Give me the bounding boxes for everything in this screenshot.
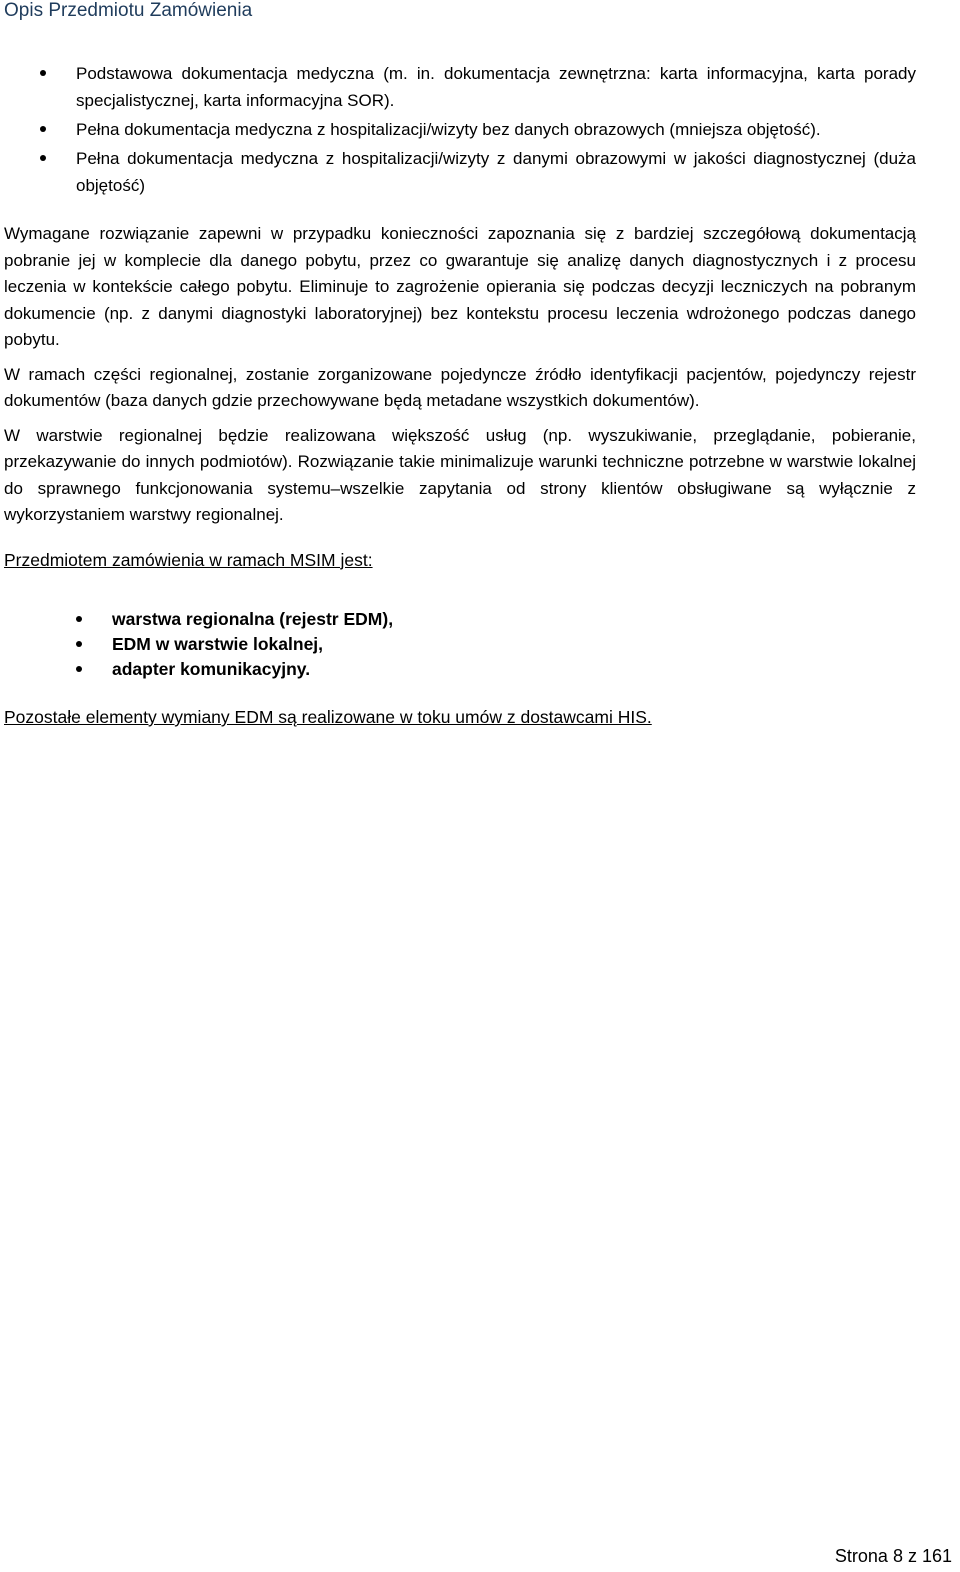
subject-heading: Przedmiotem zamówienia w ramach MSIM jest:: [4, 549, 373, 570]
bullet-icon: [40, 126, 46, 132]
list-item: [4, 657, 916, 682]
bullet-icon: [76, 616, 82, 622]
list-item-text: warstwa regionalna (rejestr EDM),: [112, 609, 394, 629]
page-header-title: Opis Przedmiotu Zamówienia: [4, 0, 253, 21]
bullet-icon: [76, 641, 82, 647]
documentation-types-list: [4, 60, 916, 199]
list-item: [4, 607, 916, 632]
list-item-text: Pełna dokumentacja medyczna z hospitalizacji/wizyty bez danych obrazowych (mniejsza objętość).: [76, 120, 821, 139]
list-item: [4, 60, 916, 114]
list-item-text: EDM w warstwie lokalnej,: [112, 634, 324, 654]
page-number: Strona 8 z 161: [834, 1546, 952, 1566]
subject-items-list: [4, 607, 916, 682]
bullet-icon: [40, 70, 46, 76]
closing-note: Pozostałe elementy wymiany EDM są realizowane w toku umów z dostawcami HIS.: [4, 707, 652, 727]
document-body: [4, 60, 916, 731]
paragraph-regional-layer: W warstwie regionalnej będzie realizowana większość usług (np. wyszukiwanie, przeglądanie, pobieranie, przekazywanie do innych podmiotów). Rozwiązanie takie minimalizuje warunki techniczne potrzebne w warstwie lokalnej do sprawnego funkcjonowania systemu–wszelkie zapytania od strony klientów obsługiwane są wyłącznie z wykorzystaniem warstwy regionalnej.: [4, 425, 916, 524]
list-item: [4, 632, 916, 657]
paragraph-regional-part: W ramach części regionalnej, zostanie zorganizowane pojedyncze źródło identyfikacji pacjentów, pojedynczy rejestr dokumentów (baza danych gdzie przechowywane będą metadane wszystkich dokumentów).: [4, 364, 916, 410]
bullet-icon: [40, 155, 46, 161]
bullet-icon: [76, 666, 82, 672]
list-item-text: Pełna dokumentacja medyczna z hospitalizacji/wizyty z danymi obrazowymi w jakości diagnostycznej (duża objętość): [76, 149, 916, 195]
paragraph-solution: Wymagane rozwiązanie zapewni w przypadku konieczności zapoznania się z bardziej szczegółową dokumentacją pobranie jej w komplecie dla danego pobytu, przez co gwarantuje się analizę danych diagnostycznych i z procesu leczenia w kontekście całego pobytu. Eliminuje to zagrożenie opierania się podczas decyzji leczniczych na pobranym dokumencie (np. z danymi diagnostyki laboratoryjnej) bez kontekstu procesu leczenia wdrożonego podczas danego pobytu.: [4, 224, 916, 349]
list-item: [4, 145, 916, 199]
list-item-text: adapter komunikacyjny.: [112, 659, 311, 679]
list-item: [4, 116, 916, 143]
list-item-text: Podstawowa dokumentacja medyczna (m. in. dokumentacja zewnętrzna: karta informacyjna, karta porady specjalistycznej, karta informacyjna SOR).: [76, 64, 916, 110]
